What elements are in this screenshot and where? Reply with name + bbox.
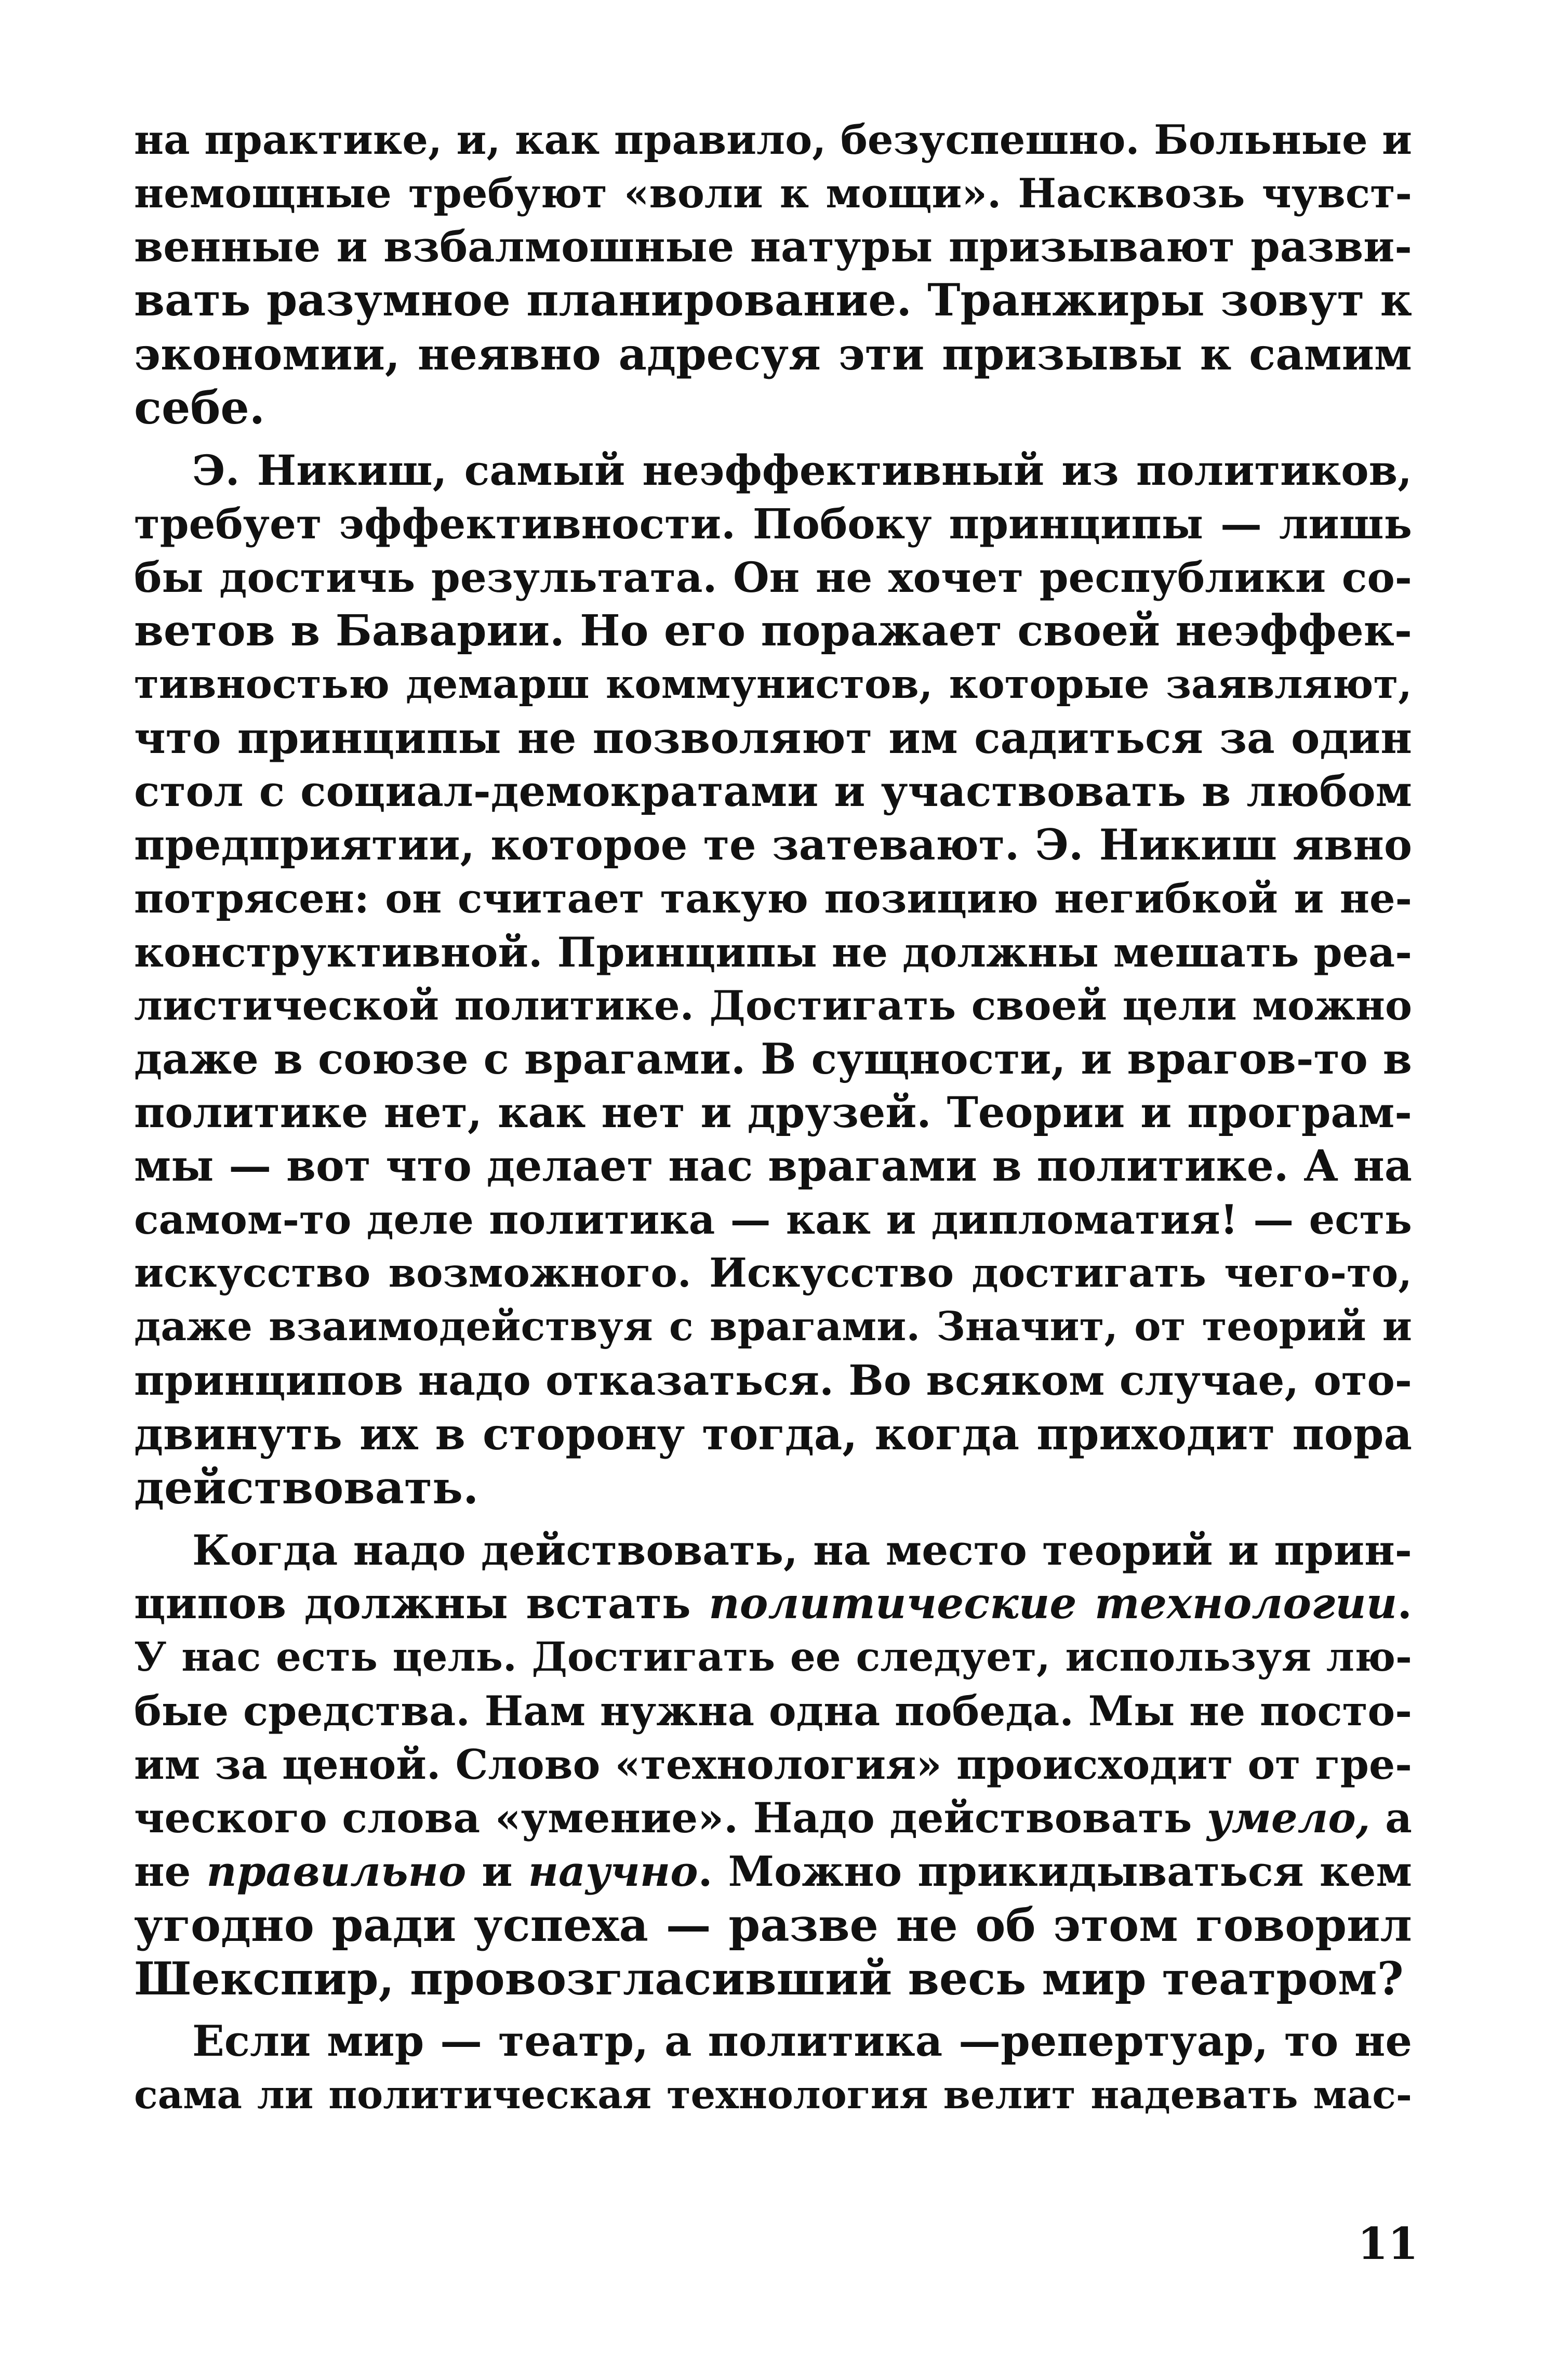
text-line: Э. Никиш, самый неэффективный из политиков, [192,446,1412,495]
text-line: им за ценой. Слово «технология» происходит от гре- [134,1740,1412,1789]
text-line: потрясен: он считает такую позицию негибкой и не- [134,875,1412,922]
text-line: бы достичь результата. Он не хочет республики со- [134,553,1412,602]
text-segment: ципов должны встать [134,1579,709,1629]
italic-term: умело, [1207,1793,1370,1842]
text-line: себе. [134,381,265,434]
text-line: даже в союзе с врагами. В сущности, и врагов-то в [134,1035,1412,1084]
text-line: немощные требуют «воли к мощи». Насквозь чувст- [134,170,1412,217]
text-line: ветов в Баварии. Но его поражает своей неэффек- [134,606,1412,656]
text-line: стол с социал-демократами и участвовать в любом [134,767,1412,816]
text-line: принципов надо отказаться. Во всяком случае, ото- [134,1356,1412,1405]
text-line: венные и взбалмошные натуры призывают разви- [134,222,1412,272]
italic-term: научно [528,1847,698,1896]
text-line: политике нет, как нет и друзей. Теории и програм- [134,1088,1412,1138]
text-segment: не [134,1847,207,1896]
text-line: действовать. [134,1461,479,1514]
text-line [134,1845,1412,1898]
text-segment: . Можно прикидываться кем [698,1847,1412,1896]
body-text [134,113,1412,2122]
text-line: Шекспир, провозгласивший весь мир театром? [134,1952,1404,2005]
text-line [134,1791,1412,1845]
text-line: бые средства. Нам нужна одна победа. Мы не посто- [134,1687,1412,1735]
text-line: У нас есть цель. Достигать ее следует, используя лю- [134,1634,1412,1681]
text-line: что принципы не позволяют им садиться за один [134,712,1412,763]
text-line: двинуть их в сторону тогда, когда приходит пора [134,1408,1412,1460]
text-line: экономии, неявно адресуя эти призывы к самим [134,328,1412,380]
italic-term: политические технологии [709,1579,1397,1629]
text-line: на практике, и, как правило, безуспешно. Больные и [134,116,1412,164]
page-number: 11 [1357,2218,1418,2269]
text-segment: и [466,1847,528,1896]
text-line: предприятии, которое те затевают. Э. Никиш явно [134,821,1412,870]
text-line: искусство возможного. Искусство достигать чего-то, [134,1250,1412,1297]
text-line: листической политике. Достигать своей цели можно [134,982,1412,1029]
text-line: сама ли политическая технология велит надевать мас- [134,2072,1412,2118]
text-segment: . [1397,1579,1412,1629]
text-line: угодно ради успеха — разве не об этом говорил [134,1898,1412,1952]
text-line: вать разумное планирование. Транжиры зовут к [134,274,1412,326]
text-line: самом-то деле политика — как и дипломатия! — есть [134,1196,1412,1244]
text-segment: а [1370,1793,1413,1842]
text-line: конструктивной. Принципы не должны мешать реа- [134,928,1412,976]
text-segment: ческого слова «умение». Надо действовать [134,1793,1207,1842]
text-line: Когда надо действовать, на место теорий и прин- [192,1526,1412,1575]
italic-term: правильно [206,1847,467,1896]
text-line [134,1577,1412,1631]
text-line: тивностью демарш коммунистов, которые заявляют, [134,661,1412,708]
text-line: мы — вот что делает нас врагами в политике. А на [134,1141,1412,1191]
text-line: Если мир — театр, а политика —репертуар, то не [192,2017,1412,2066]
text-line: требует эффективности. Побоку принципы — лишь [134,499,1412,548]
text-line: даже взаимодействуя с врагами. Значит, от теорий и [134,1303,1412,1350]
